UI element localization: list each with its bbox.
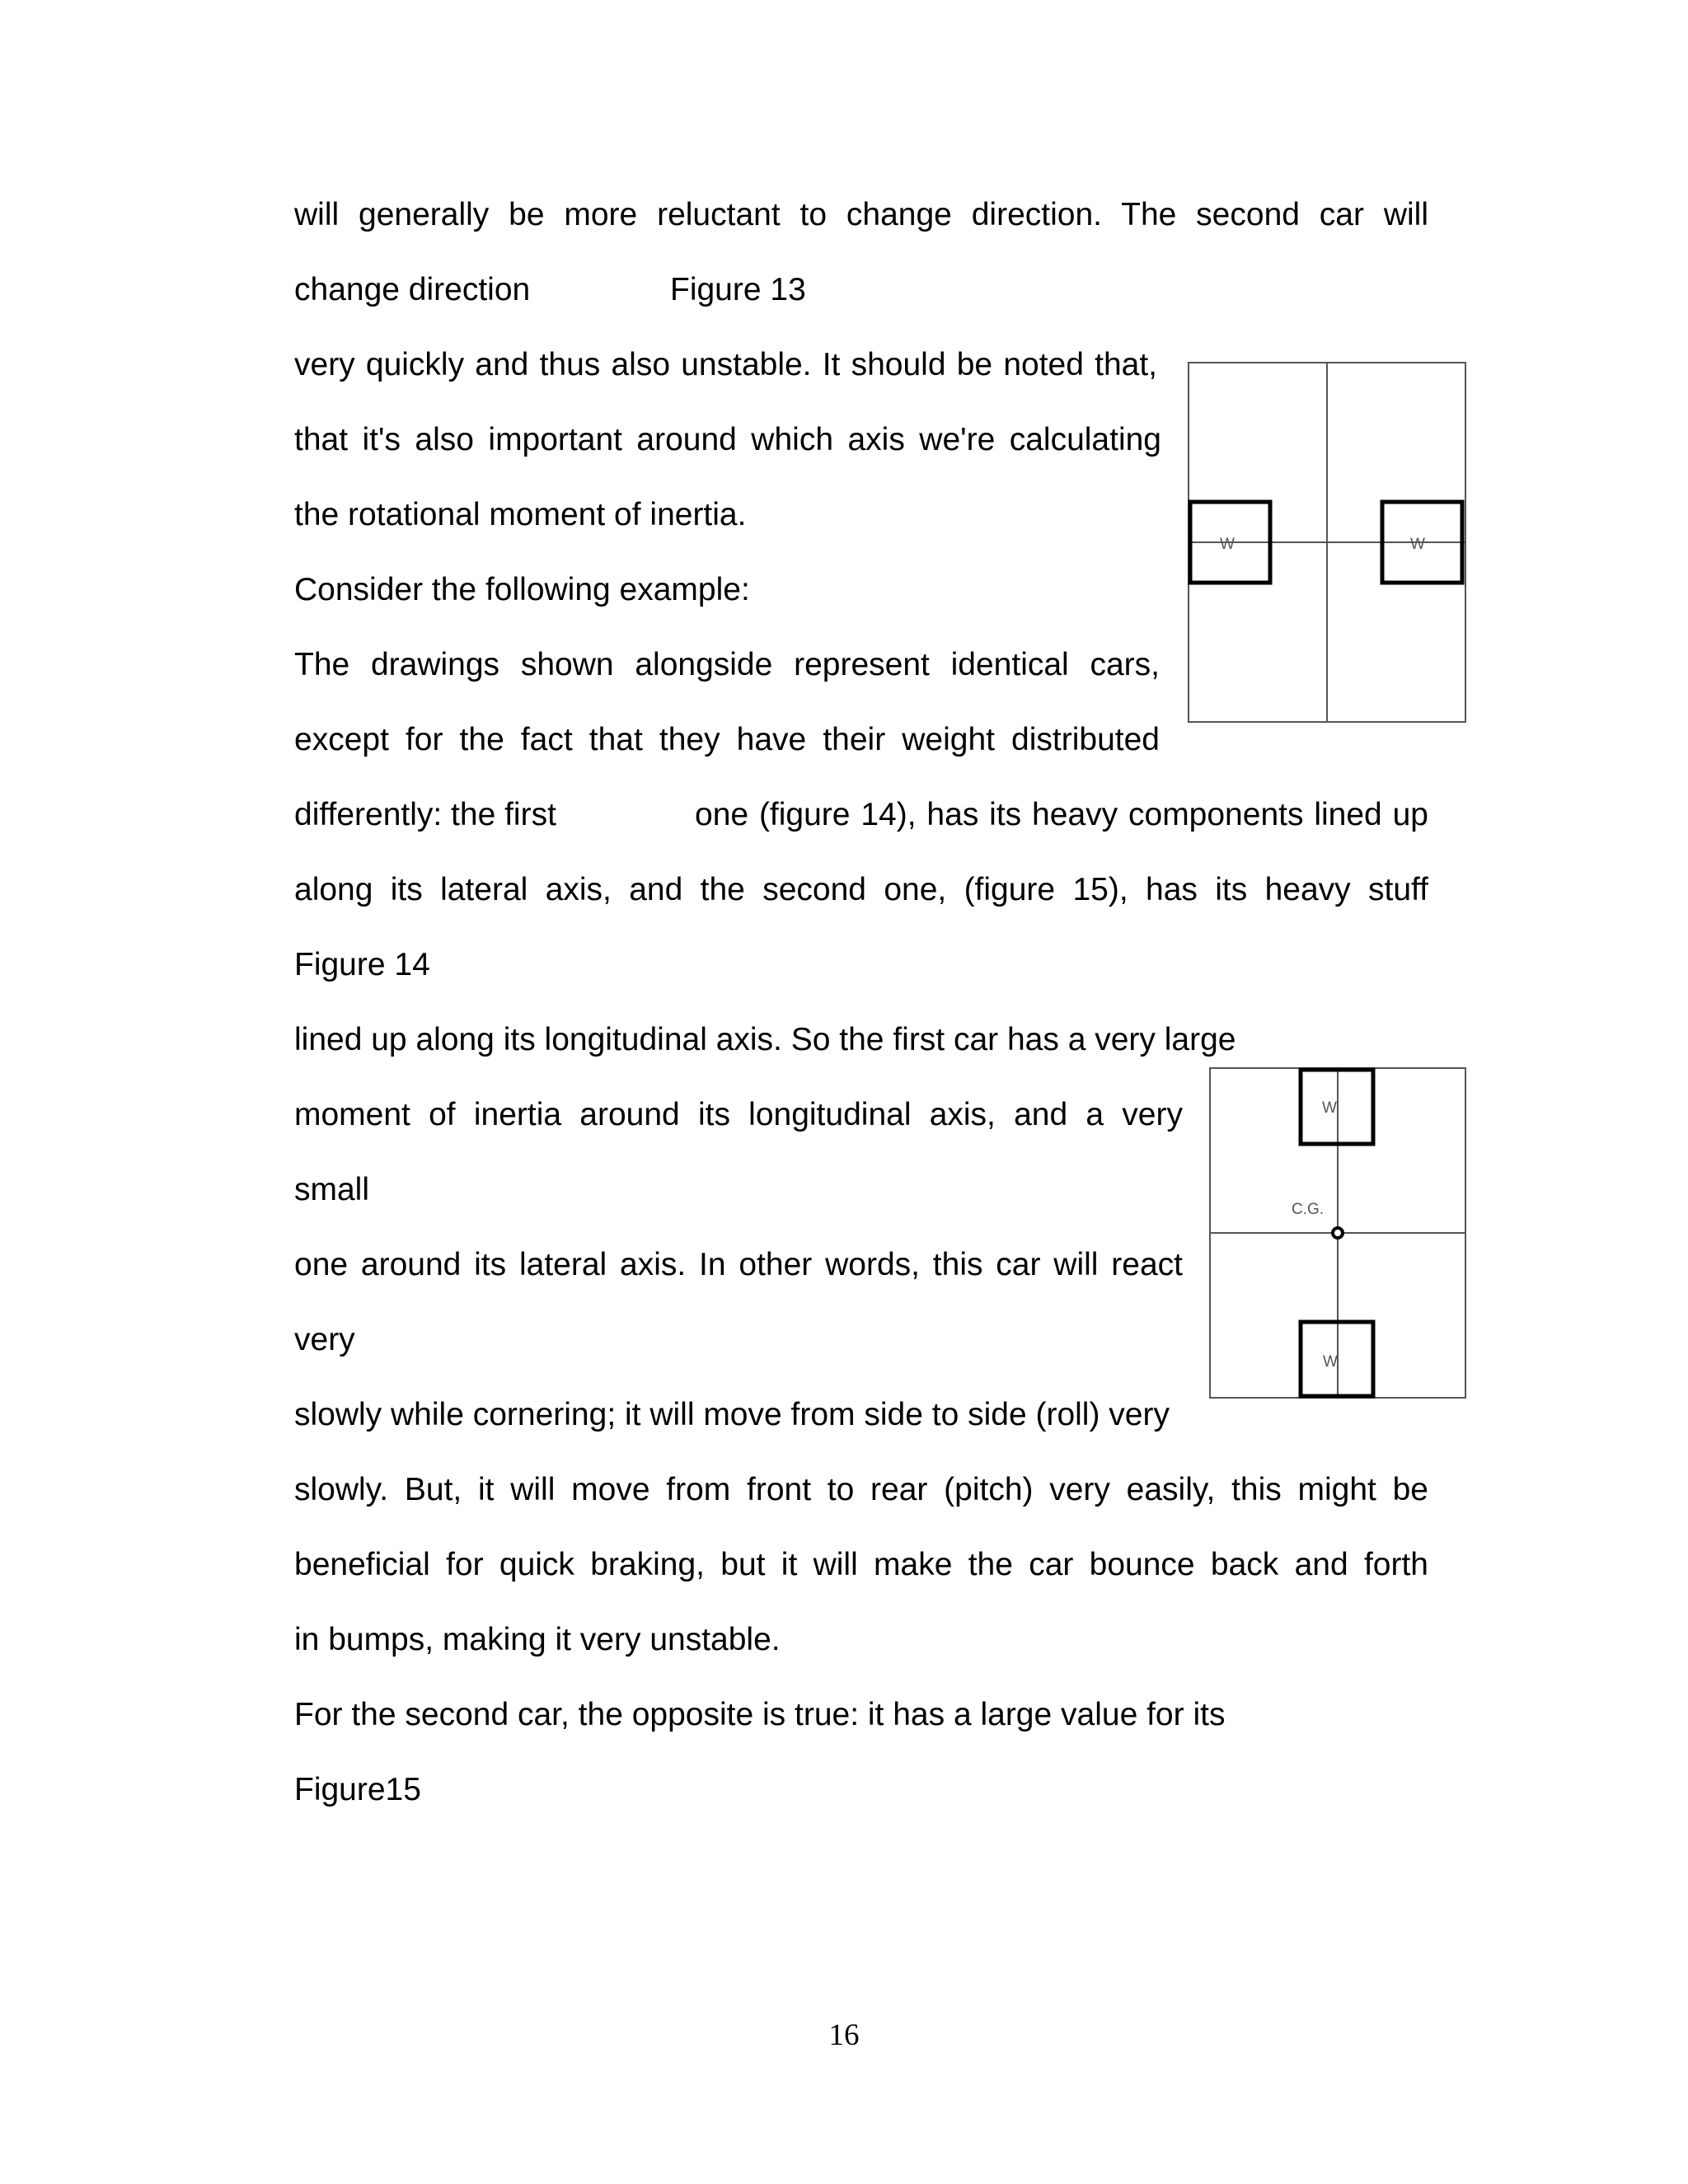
figure-14-drawing — [1189, 363, 1465, 722]
text-line: very quickly and thus also unstable. It should be noted that, — [294, 347, 1157, 382]
figure-caption: Figure15 — [294, 1772, 421, 1807]
text-line: will generally be more reluctant to change direction. The second car will — [294, 197, 1428, 232]
weight-label: W — [1410, 536, 1425, 553]
text-line: differently: the first — [294, 797, 556, 832]
text-line: one around its lateral axis. In other words, this car will react — [294, 1247, 1183, 1282]
text-line: beneficial for quick braking, but it will make the car bounce back and forth — [294, 1547, 1428, 1582]
text-line: in bumps, making it very unstable. — [294, 1622, 781, 1657]
figure-15-drawing — [1210, 1068, 1465, 1398]
text-line: that it's also important around which axis we're calculating — [294, 422, 1161, 457]
figure-caption: Figure 13 — [670, 272, 806, 307]
text-line: change direction — [294, 272, 531, 307]
text-line: slowly. But, it will move from front to rear (pitch) very easily, this might be — [294, 1472, 1428, 1507]
text-line: The drawings shown alongside represent identical cars, — [294, 647, 1160, 682]
weight-label: W — [1322, 1099, 1337, 1117]
text-line: small — [294, 1172, 370, 1207]
cg-label: C.G. — [1292, 1201, 1325, 1218]
text-line: For the second car, the opposite is true: it has a large value for its — [294, 1697, 1226, 1732]
figure-caption: Figure 14 — [294, 947, 430, 982]
text-line: lined up along its longitudinal axis. So the first car has a very large — [294, 1022, 1236, 1057]
text-line: along its lateral axis, and the second one, (figure 15), has its heavy stuff — [294, 872, 1428, 907]
text-line: the rotational moment of inertia. — [294, 497, 747, 532]
text-line: one (figure 14), has its heavy components lined up — [695, 797, 1428, 832]
text-line: Consider the following example: — [294, 572, 750, 607]
page-number: 16 — [828, 2018, 860, 2052]
text-line: moment of inertia around its longitudinal axis, and a very — [294, 1097, 1183, 1132]
text-line: very — [294, 1322, 355, 1357]
weight-label: W — [1323, 1353, 1338, 1371]
center-of-gravity-marker — [1333, 1228, 1343, 1238]
weight-label: W — [1220, 536, 1235, 553]
text-line: slowly while cornering; it will move from side to side (roll) very — [294, 1397, 1170, 1432]
text-line: except for the fact that they have their weight distributed — [294, 722, 1160, 757]
